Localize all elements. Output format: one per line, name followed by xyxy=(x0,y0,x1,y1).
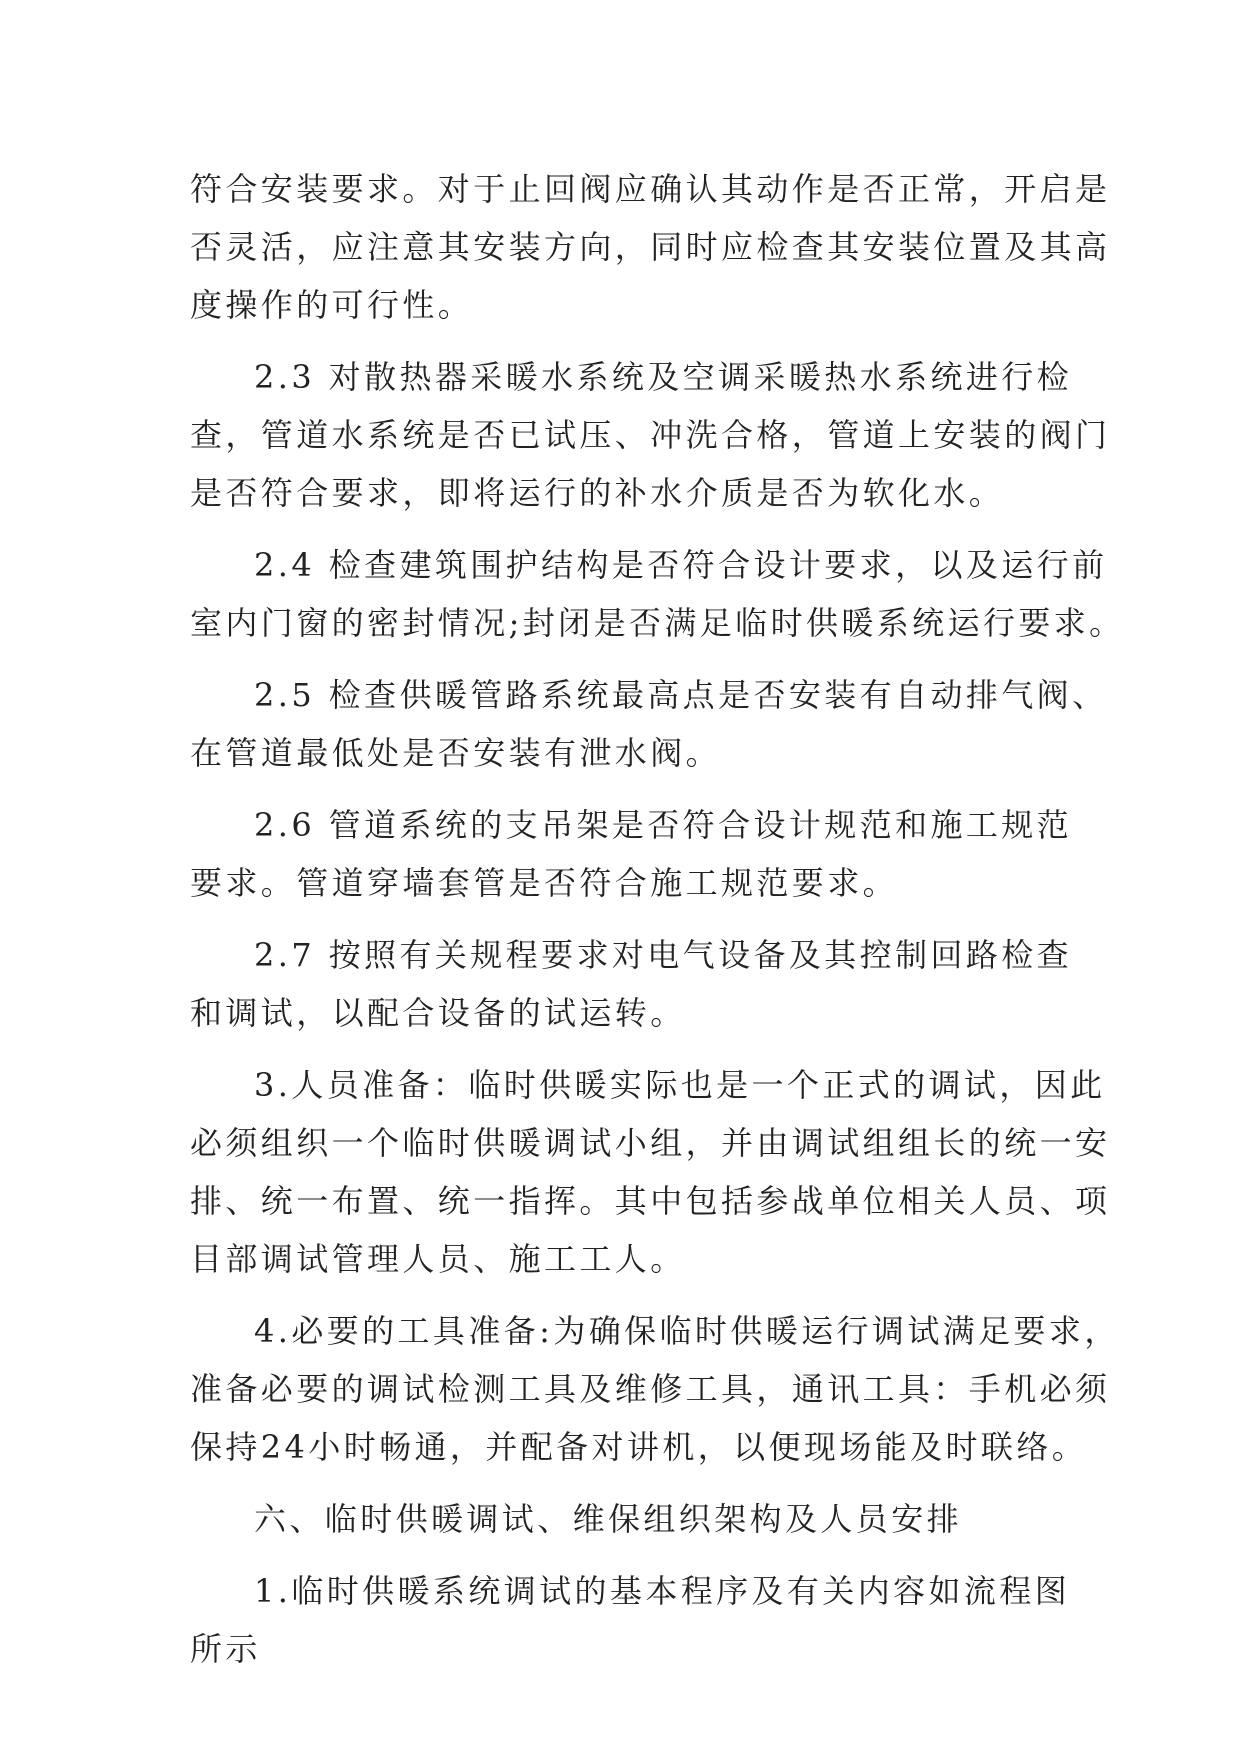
text-line: 否灵活，应注意其安装方向，同时应检查其安装位置及其高 xyxy=(190,228,1111,266)
text-line: 2.3 对散热器采暖水系统及空调采暖热水系统进行检 xyxy=(254,358,1073,396)
text-line: 保持24小时畅通，并配备对讲机，以便现场能及时联络。 xyxy=(190,1428,1088,1466)
paragraph-2-3 xyxy=(190,348,1111,522)
paragraph-2-6 xyxy=(190,796,1073,912)
text-line: 室内门窗的密封情况;封闭是否满足临时供暖系统运行要求。 xyxy=(190,604,1125,642)
text-line: 2.4 检查建筑围护结构是否符合设计要求，以及运行前 xyxy=(254,546,1108,584)
text-line: 目部调试管理人员、施工工人。 xyxy=(190,1240,686,1278)
paragraph-check-valve xyxy=(190,160,1111,334)
document-body xyxy=(190,160,1125,1678)
text-line: 要求。管道穿墙套管是否符合施工规范要求。 xyxy=(190,864,899,902)
text-line: 4.必要的工具准备:为确保临时供暖运行调试满足要求， xyxy=(254,1312,1120,1350)
paragraph-gap xyxy=(190,1548,1060,1562)
paragraph-2-7 xyxy=(190,926,1073,1042)
text-line: 2.6 管道系统的支吊架是否符合设计规范和施工规范 xyxy=(254,806,1073,844)
paragraph-gap xyxy=(190,652,1060,666)
text-line: 和调试，以配合设备的试运转。 xyxy=(190,994,686,1032)
text-line: 排、统一布置、统一指挥。其中包括参战单位相关人员、项 xyxy=(190,1182,1111,1220)
paragraph-4-tools xyxy=(190,1302,1120,1476)
paragraph-gap xyxy=(190,1476,1060,1490)
paragraph-gap xyxy=(190,334,1060,348)
text-line: 在管道最低处是否安装有泄水阀。 xyxy=(190,734,722,772)
text-line: 3.人员准备：临时供暖实际也是一个正式的调试，因此 xyxy=(254,1066,1106,1104)
text-line: 度操作的可行性。 xyxy=(190,286,474,324)
text-line: 符合安装要求。对于止回阀应确认其动作是否正常，开启是 xyxy=(190,170,1111,208)
paragraph-gap xyxy=(190,912,1060,926)
paragraph-gap xyxy=(190,522,1060,536)
text-line: 所示 xyxy=(190,1630,261,1668)
text-line: 2.7 按照有关规程要求对电气设备及其控制回路检查 xyxy=(254,936,1073,974)
paragraph-3-personnel xyxy=(190,1056,1111,1288)
paragraph-2-5 xyxy=(190,666,1108,782)
text-line: 查，管道水系统是否已试压、冲洗合格，管道上安装的阀门 xyxy=(190,416,1111,454)
paragraph-gap xyxy=(190,1288,1060,1302)
text-line: 2.5 检查供暖管路系统最高点是否安装有自动排气阀、 xyxy=(254,676,1108,714)
paragraph-2-4 xyxy=(190,536,1125,652)
text-line: 是否符合要求，即将运行的补水介质是否为软化水。 xyxy=(190,474,1005,512)
paragraph-1-procedure xyxy=(190,1562,1071,1678)
section-heading: 六、临时供暖调试、维保组织架构及人员安排 xyxy=(254,1500,963,1538)
paragraph-gap xyxy=(190,782,1060,796)
text-line: 准备必要的调试检测工具及维修工具，通讯工具：手机必须 xyxy=(190,1370,1111,1408)
text-line: 1.临时供暖系统调试的基本程序及有关内容如流程图 xyxy=(254,1572,1071,1610)
section-heading-6 xyxy=(190,1490,1060,1548)
paragraph-gap xyxy=(190,1042,1060,1056)
text-line: 必须组织一个临时供暖调试小组，并由调试组组长的统一安 xyxy=(190,1124,1111,1162)
